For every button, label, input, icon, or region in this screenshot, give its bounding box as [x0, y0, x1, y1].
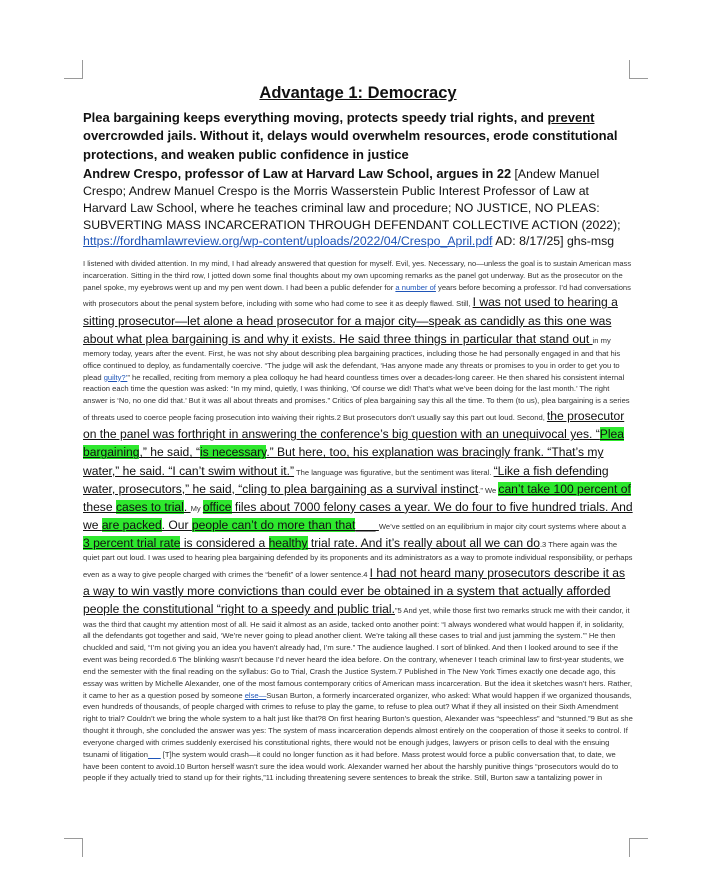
card-highlighted-text: are packed	[101, 517, 162, 532]
card-highlighted-text: cases to trial	[115, 499, 184, 514]
card-highlighted-text: is necessary	[199, 445, 267, 460]
card-highlighted-text: office	[202, 499, 232, 514]
card-underlined-text: .” But here, too, his explanation was bracingly frank. “That’s my water,” he said. “I can’t swim without it.”	[83, 445, 604, 478]
citation-tag: ghs-msg	[566, 234, 615, 249]
page-corner-mark	[629, 838, 648, 857]
card-underlined-text: ,” he said, “	[139, 445, 200, 460]
card-small-text: .3 There again was the quiet part out loud. I was used to hearing plea bargaining defended by its proponents and its administrators as a way to promote individual responsibility, or perhaps even as a way to give people charged with crimes the “benefit” of a lower sentence.4	[83, 540, 633, 580]
card-underlined-text: the prosecutor on the panel was forthright in answering the conference’s big question with an unequivocal yes. “	[83, 409, 625, 442]
citation-author: Andrew Crespo, professor of Law at Harvard Law School, argues in 22	[83, 166, 512, 182]
card-small-text: years before becoming a professor. I’d had conversations with prosecutors about the penal system before, including with some who had come to see it as deeply flawed. Still,	[83, 282, 631, 309]
card-small-text: My	[190, 503, 203, 513]
card-underlined-text: ___	[355, 517, 379, 532]
citation-link[interactable]: https://fordhamlawreview.org/wp-content/uploads/2022/04/Crespo_April.pdf	[83, 234, 493, 249]
card-underlined-text: I was not used to hearing a sitting prosecutor—let alone a head prosecutor for a major city—speak as candidly as this one was about what plea bargaining is and why it exists. He said three things in particular that stand out	[83, 295, 618, 346]
card-underlined-text: . Our	[161, 517, 192, 532]
card-small-text: We’ve settled on an equilibrium in major city court systems where about a	[378, 521, 627, 531]
document-page[interactable]	[83, 84, 633, 784]
card-marked-text: ___	[148, 749, 161, 759]
card-small-text: ”5 And yet, while those first two remarks struck me with their candor, it was the third that caught my attention most of all. He said it almost as an aside, tacked onto another point: “I always wondered what would happen if, in solidarity, all the defendants got together and said, ‘We’re never going to plead another client. We’re taking all these cases to trial and just jamming the system.’” He then chuckled and said, “I’m not giving you an idea you haven’t already had, I’m sure.” The audience laughed. I sort of blinked. And then I looked around to see if the event was being recorded.6 The blinking wasn’t because I’d never heard the idea before. On the contrary, whenever I teach criminal law to first-year students, we end the semester with the final reading on the syllabus: Go to Trial, Crash the Justice System.7 Published in The New York Times exactly one decade ago, this essay was written by Michelle Alexander, one of the most famous contemporary critics of American mass incarceration. But the idea it sketches wasn’t hers. Rather, it came to her as a question posed by someone	[83, 606, 633, 700]
card-underlined-text: trial rate. And it’s really about all we can do	[307, 536, 540, 551]
citation-access-date: AD: 8/17/25]	[492, 234, 567, 249]
card-underlined-text: files about 7000 felony cases a year. We do four to five hundred trials. And we	[83, 499, 633, 532]
page-title: Advantage 1: Democracy	[259, 84, 457, 102]
card-underlined-text: “Like a fish defending water, prosecutors,” he said, “cling to plea bargaining as a survival instinct	[83, 463, 609, 496]
card-small-text: .” We	[478, 485, 499, 495]
card-highlighted-text: Plea bargaining	[83, 427, 624, 460]
tagline	[83, 109, 633, 164]
card-highlighted-text: can’t take 100 percent of	[498, 481, 631, 496]
card-underlined-text: is considered a	[180, 536, 269, 551]
card-marked-text: guilty?’	[103, 372, 128, 382]
page-corner-mark	[64, 60, 83, 79]
card-small-text: Susan Burton, a formerly incarcerated organizer, who asked: What would happen if we organized thousands, even hundreds of thousands, of people charged with crimes to refuse to play the game, to refuse to plea out? What if they all insisted on their Sixth Amendment right to trial? Couldn’t we bring the whole system to a halt just like that?8 On first hearing Burton’s question, Alexander was “speechless” and “stunned.”9 But as she thought it through, she concluded the answer was yes: The system of mass incarceration depends almost entirely on the cooperation of those it seeks to control. If everyone charged with crimes suddenly exercised his constitutional rights, there would not be enough judges, lawyers or prison cells to deal with the ensuing tsunami of litigation	[83, 690, 633, 759]
card-marked-text: a number of	[395, 282, 436, 292]
tagline-underlined-word: prevent	[547, 110, 595, 125]
card-body	[83, 258, 633, 784]
page-corner-mark	[629, 60, 648, 79]
card-small-text: ” he recalled, reciting from memory a plea colloquy he had heard countless times over a decades-long career. He then shared his consistent internal reaction each time the question was asked: “In my mind, quietly, I was thinking, ‘Of course we did! That’s what we’ve been doing for the last month.’ The right answer is ‘No, no one did that.’ But it was all about threats and promises.” Critics of plea bargaining say this all the time. To them (to us), plea bargaining is a series of threats used to coerce people facing prosecution into waiving their rights.2 But prosecutors don’t usually say this part out loud. Second,	[83, 372, 630, 423]
card-highlighted-text: healthy	[268, 536, 308, 551]
citation	[83, 165, 633, 250]
page-corner-mark	[64, 838, 83, 857]
card-underlined-text: .	[183, 499, 191, 514]
card-marked-text: else—	[244, 690, 267, 700]
card-underlined-text: I had not heard many prosecutors describe it as a way to win vastly more convictions than could ever be obtained in a system that actually afforded people the constitutional “right to a speedy and public trial.	[83, 566, 626, 617]
card-highlighted-text: people can’t do more than that	[191, 517, 356, 532]
card-small-text: The language was figurative, but the sentiment was literal.	[294, 467, 494, 477]
card-underlined-text: these	[83, 499, 116, 514]
tagline-text: Plea bargaining keeps everything moving, protects speedy trial rights, and	[83, 110, 548, 125]
card-small-text: in my memory today, years after the event. First, he was not shy about describing plea bargaining practices, including those he had personally engaged in and that his office continued to deploy, as fundamentally coercive. “The judge will ask the defendant, ‘Has anyone made any threats or promises to you in order to get you to plead	[83, 335, 621, 382]
card-highlighted-text: 3 percent trial rate	[83, 536, 181, 551]
citation-detail: [Andew Manuel Crespo; Andrew Manuel Crespo is the Morris Wasserstein Public Interest Professor of Law at Harvard Law School, where he teaches criminal law and procedure; NO JUSTICE, NO PLEAS: SUBVERTING MASS INCARCERATION THROUGH DEFENDANT COLLECTIVE ACTION (2022);	[83, 167, 621, 232]
card-small-text: I listened with divided attention. In my mind, I had already answered that question for myself. Evil, yes. Necessary, no—unless the goal is to sustain American mass incarceration. Sitting in the third row, I jotted down some final thoughts about my own upcoming remarks as the panel got underway. But as the prosecutor on the panel spoke, my eyebrows went up and my pen went down. I had been a public defender for	[83, 258, 632, 292]
card-small-text: [T]he system would crash—it could no longer function as it had before. Mass protest would force a public conversation that, to date, we have been content to avoid.10 Burton herself wasn’t sure the idea would work. Alexander warned her about the harshly punitive things “prosecutors would do to people if they actually tried to stand up for their rights,”11 including threatening severe sentences to break the strike. Still, Burton saw a tantalizing power in	[83, 749, 619, 783]
tagline-text: overcrowded jails. Without it, delays would overwhelm resources, erode constitutional protections, and weaken public confidence in justice	[83, 128, 618, 162]
